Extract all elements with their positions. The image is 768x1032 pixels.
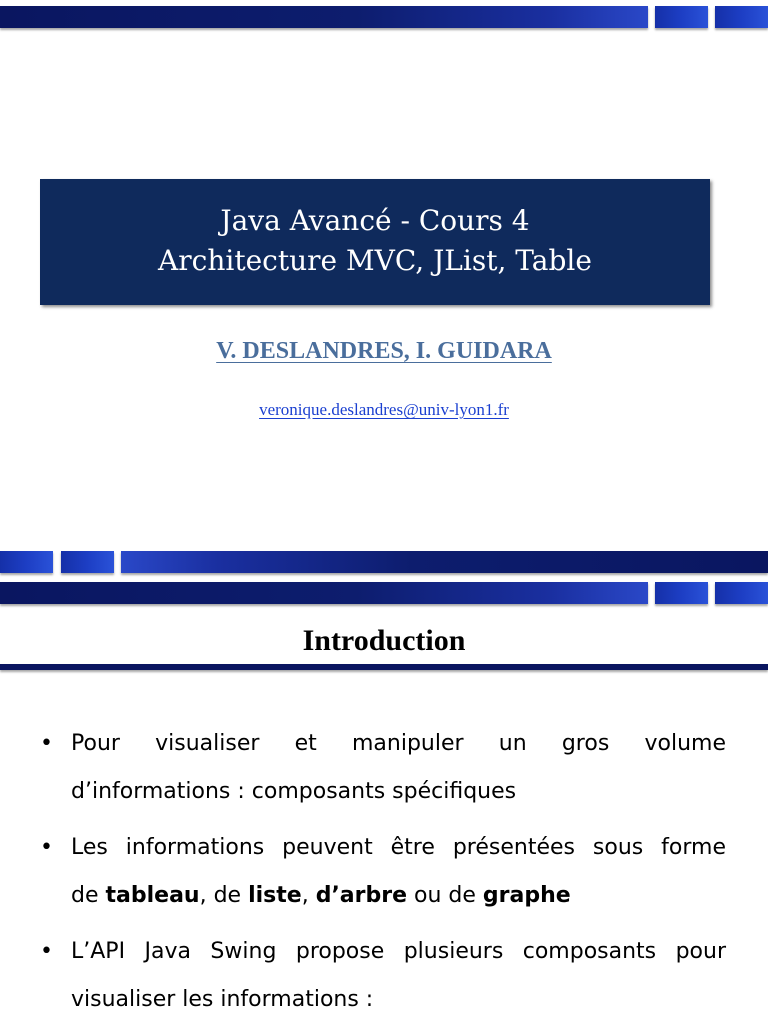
bullet-item <box>40 928 726 1024</box>
course-title: Java Avancé - Cours 4 <box>220 204 530 237</box>
slide2-top-square-2 <box>715 582 768 604</box>
bullet-item <box>40 720 726 816</box>
text-run: ou de <box>407 883 483 908</box>
bottom-square-2 <box>61 551 114 573</box>
bottom-bar <box>121 551 768 573</box>
email-link[interactable]: veronique.deslandres@univ-lyon1.fr <box>259 400 509 419</box>
text-run: de <box>71 883 106 908</box>
slide2-top-bar <box>0 582 648 604</box>
text-run: , <box>301 883 316 908</box>
title-rule <box>0 664 768 670</box>
bullet-line: • L’API Java Swing propose plusieurs composants pour <box>71 939 726 964</box>
bullet-line: d’informations : composants spécifiques <box>71 779 517 804</box>
text-run: , de <box>199 883 249 908</box>
bullet-line: • Les informations peuvent être présentées sous forme <box>71 835 726 860</box>
bullet-line: visualiser les informations : <box>71 987 374 1012</box>
course-subtitle: Architecture MVC, JList, Table <box>158 244 592 277</box>
slide2-top-square-1 <box>655 582 708 604</box>
bullet-line: • Pour visualiser et manipuler un gros volume <box>71 731 726 756</box>
slide-title: Introduction <box>302 624 466 657</box>
keyword-arbre: d’arbre <box>315 883 408 908</box>
authors: V. DESLANDRES, I. GUIDARA <box>216 338 552 364</box>
top-square-1 <box>655 6 708 28</box>
bullet-list <box>40 720 726 1032</box>
title-box <box>40 179 710 305</box>
top-bar <box>0 6 648 28</box>
bullet-item <box>40 824 726 920</box>
keyword-liste: liste <box>248 883 302 908</box>
keyword-tableau: tableau <box>105 883 200 908</box>
bottom-square-1 <box>0 551 53 573</box>
top-square-2 <box>715 6 768 28</box>
keyword-graphe: graphe <box>482 883 571 908</box>
bullet-line <box>71 872 726 920</box>
